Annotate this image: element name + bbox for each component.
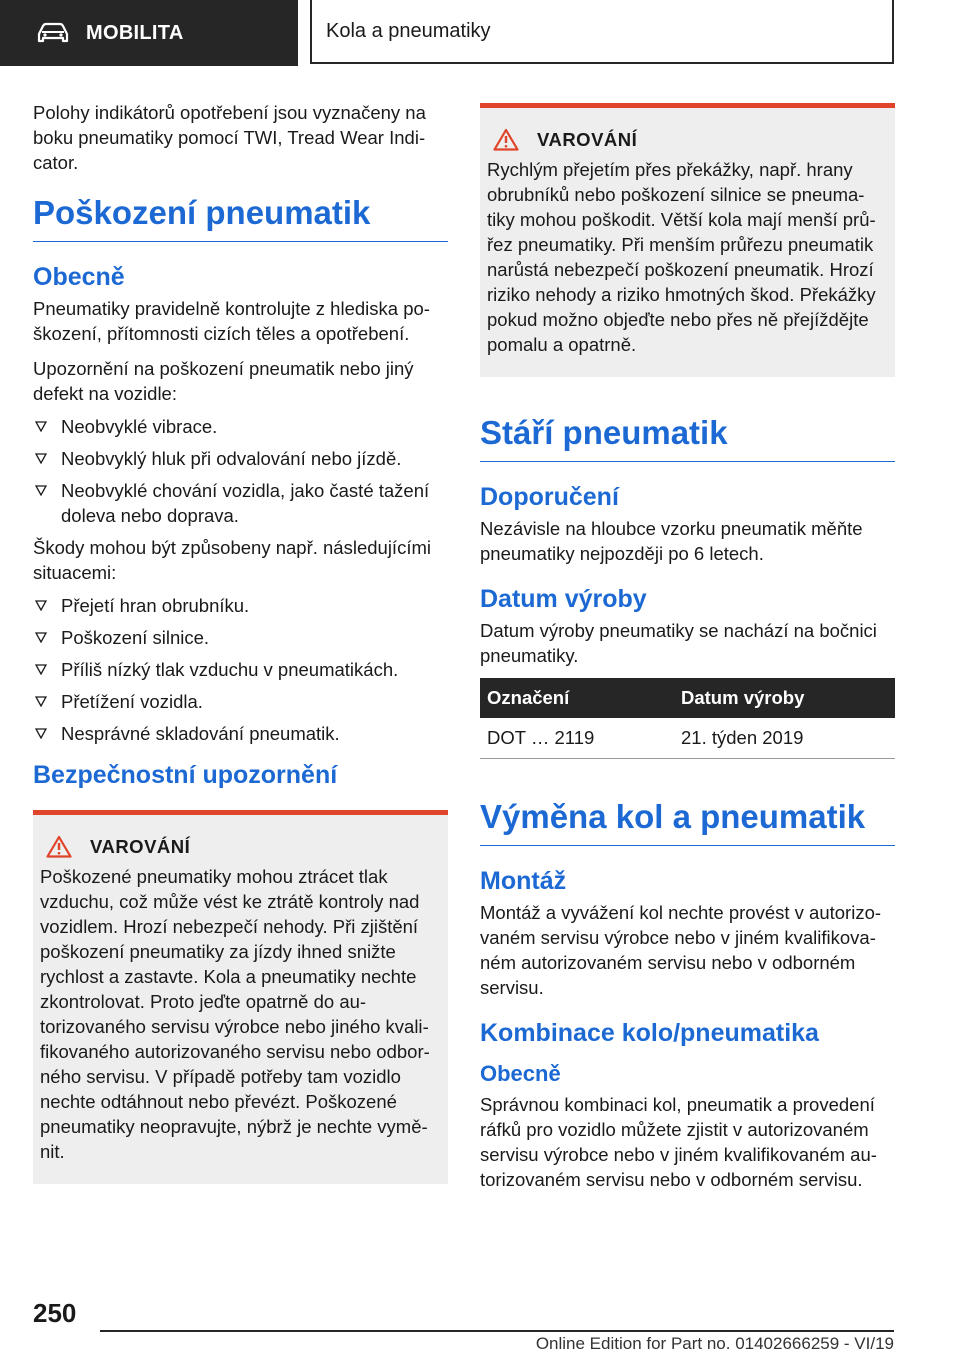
heading-wheel-tire-combination: Kombinace kolo/pneumatika — [480, 1019, 819, 1047]
edition-note: Online Edition for Part no. 01402666259 - VI/19 — [535, 1334, 894, 1353]
table-cell: DOT … 2119 — [480, 718, 674, 759]
warning-header — [487, 128, 885, 151]
heading-wheel-change: Výměna kol a pneumatik — [480, 797, 895, 846]
symptom-list — [33, 414, 448, 528]
triangle-bullet-icon — [35, 453, 47, 464]
list-item: Poškození silnice. — [33, 625, 448, 650]
paragraph-inspection: Pneumatiky pravidelně kontrolujte z hlediska poškození, přítomnosti cizích těles a opotřebení. — [33, 298, 430, 344]
production-date-table — [480, 678, 895, 759]
heading-tire-age: Stáří pneumatik — [480, 413, 895, 462]
list-item: Neobvyklé chování vozidla, jako časté tažení doleva nebo doprava. — [33, 478, 448, 528]
cause-list — [33, 593, 448, 746]
list-item: Neobvyklé vibrace. — [33, 414, 448, 439]
chapter-tab — [310, 0, 894, 64]
list-item: Neobvyklý hluk při odvalování nebo jízdě. — [33, 446, 448, 471]
page-number: 250 — [33, 1298, 77, 1328]
warning-title: VAROVÁNÍ — [90, 835, 191, 857]
table-header-cell: Označení — [480, 678, 674, 718]
heading-mounting: Montáž — [480, 867, 567, 895]
warning-triangle-icon — [46, 835, 72, 858]
list-item: Přejetí hran obrubníku. — [33, 593, 448, 618]
page-header — [0, 0, 960, 66]
triangle-bullet-icon — [35, 728, 47, 739]
heading-production-date: Datum výroby — [480, 585, 647, 613]
warning-box — [33, 810, 448, 1184]
table-header-row — [480, 678, 895, 718]
paragraph-combination: Správnou kombinaci kol, pneumatik a provedení ráfků pro vozidlo můžete zjistit v autorizovaném servisu výrobce nebo v jiném kvalifikovaném autorizovaném servisu nebo v odborném servisu. — [480, 1094, 877, 1190]
triangle-bullet-icon — [35, 664, 47, 675]
warning-header — [40, 835, 438, 858]
triangle-bullet-icon — [35, 485, 47, 496]
list-item: Nesprávné skladování pneumatik. — [33, 721, 448, 746]
heading-recommendation: Doporučení — [480, 483, 619, 511]
paragraph-production-date: Datum výroby pneumatiky se nachází na bočnici pneumatiky. — [480, 620, 877, 666]
warning-triangle-icon — [493, 128, 519, 151]
left-column — [33, 100, 448, 1184]
paragraph-warning-signs: Upozornění na poškození pneumatik nebo jiný defekt na vozidle: — [33, 358, 414, 404]
table-header-cell: Datum výroby — [674, 678, 895, 718]
list-item: Příliš nízký tlak vzduchu v pneumatikách. — [33, 657, 448, 682]
list-item: Přetížení vozidla. — [33, 689, 448, 714]
heading-general: Obecně — [33, 263, 125, 291]
chapter-title: Kola a pneumatiky — [326, 19, 491, 42]
heading-tire-damage: Poškození pneumatik — [33, 193, 448, 242]
paragraph-mounting: Montáž a vyvážení kol nechte provést v autorizovaném servisu výrobce nebo v jiném kvalifikovaném autorizovaném servisu nebo v odborném servisu. — [480, 902, 882, 998]
section-tab — [0, 0, 298, 66]
car-icon — [36, 22, 70, 44]
triangle-bullet-icon — [35, 696, 47, 707]
warning-text: Rychlým přejetím přes překážky, např. hrany obrubníků nebo poškození silnice se pneumatiky mohou poškodit. Větší kola mají menší průřez pneumatiky. Při menším průřezu pneumatik narůstá nebezpečí poškození pneumatik. Hrozí riziko nehody a riziko hmotných škod. Překážky pokud možno objeďte nebo přes ně přejíždějte pomalu a opatrně. — [487, 159, 876, 355]
triangle-bullet-icon — [35, 600, 47, 611]
triangle-bullet-icon — [35, 421, 47, 432]
warning-title: VAROVÁNÍ — [537, 128, 638, 150]
heading-safety-notes: Bezpečnostní upozornění — [33, 761, 338, 789]
intro-paragraph: Polohy indikátorů opotřebení jsou vyznačeny na boku pneumatiky pomocí TWI, Tread Wear Indicator. — [33, 102, 426, 173]
table-row — [480, 718, 895, 759]
table-cell: 21. týden 2019 — [674, 718, 895, 759]
triangle-bullet-icon — [35, 632, 47, 643]
section-title: MOBILITA — [86, 21, 184, 44]
warning-text: Poškozené pneumatiky mohou ztrácet tlak vzduchu, což může vést ke ztrátě kontroly nad vozidlem. Hrozí nebezpečí nehody. Při zjištění poškození pneumatiky za jízdy ihned snižte rychlost a zastavte. Kola a pneumatiky nechte zkontrolovat. Proto jeďte opatrně do autorizovaného servisu výrobce nebo jiného kvalifikovaného autorizovaného servisu nebo odborného servisu. V případě potřeby tam vozidlo nechte odtáhnout nebo převézt. Poškozené pneumatiky neopravujte, nýbrž je nechte vyměnit. — [40, 866, 430, 1162]
heading-general-sub: Obecně — [480, 1061, 561, 1086]
paragraph-causes: Škody mohou být způsobeny např. následujícími situacemi: — [33, 537, 431, 583]
right-column — [480, 103, 895, 1192]
paragraph-recommendation: Nezávisle na hloubce vzorku pneumatik měňte pneumatiky nejpozději po 6 letech. — [480, 518, 863, 564]
footer-divider — [100, 1330, 894, 1332]
warning-box — [480, 103, 895, 377]
